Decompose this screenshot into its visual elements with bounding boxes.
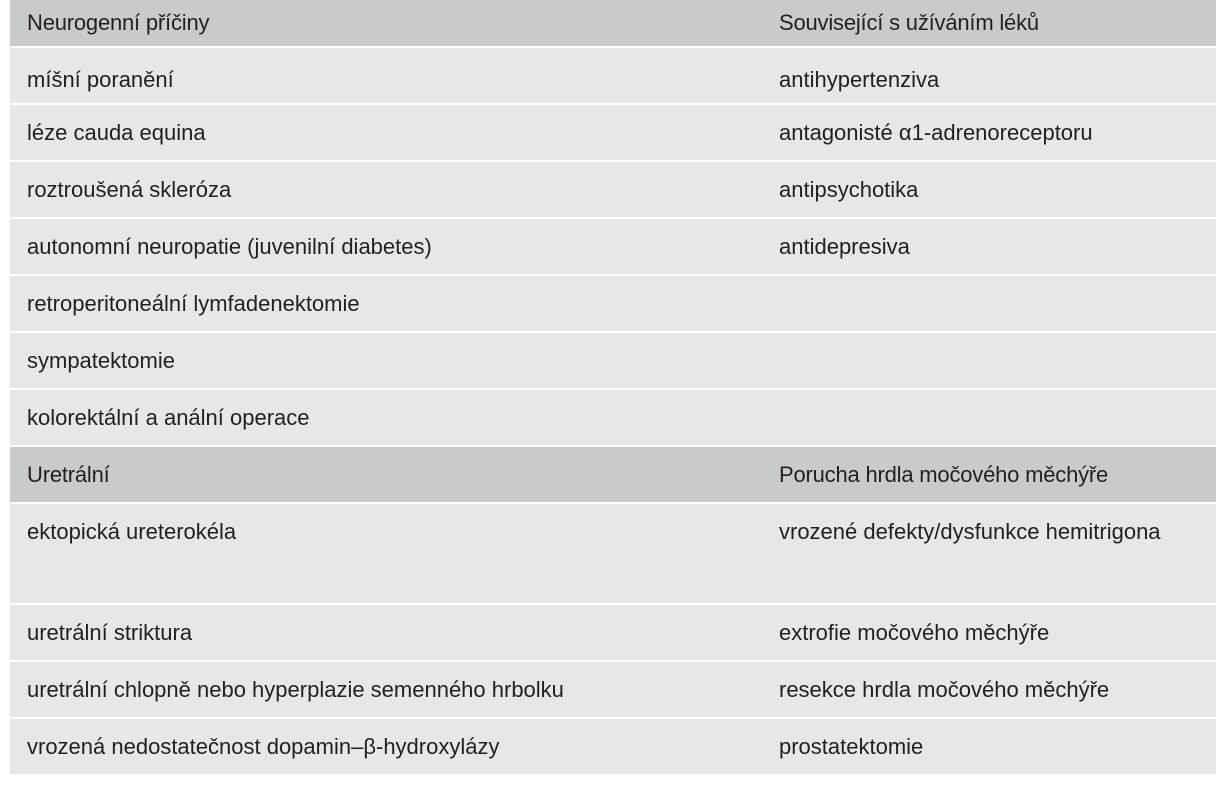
table-row — [10, 504, 1216, 605]
table-row — [10, 662, 1216, 719]
cell-bladder-neck: vrozené defekty/dysfunkce hemitrigona — [779, 519, 1161, 544]
cell-neurogenic: sympatektomie — [27, 348, 175, 373]
cell-drug: antipsychotika — [779, 177, 919, 202]
cell-bladder-neck: prostatektomie — [779, 734, 924, 759]
cell-neurogenic: autonomní neuropatie (juvenilní diabetes) — [27, 234, 432, 259]
cell-neurogenic: retroperitoneální lymfadenektomie — [27, 291, 360, 316]
cell-urethral: ektopická ureterokéla — [27, 519, 237, 544]
table-row — [10, 162, 1216, 219]
header-drug-related: Související s užíváním léků — [779, 10, 1039, 35]
table-row — [10, 390, 1216, 447]
cell-drug: antagonisté α1-adrenoreceptoru — [779, 120, 1093, 145]
cell-bladder-neck: extrofie močového měchýře — [779, 620, 1050, 645]
cell-drug — [764, 333, 1216, 343]
table-row — [10, 219, 1216, 276]
header-neurogenic: Neurogenní příčiny — [27, 10, 210, 35]
cell-drug: antihypertenziva — [779, 67, 940, 92]
table-header-row — [10, 447, 1216, 504]
header-bladder-neck: Porucha hrdla močového měchýře — [779, 462, 1109, 487]
cell-neurogenic: kolorektální a anální operace — [27, 405, 310, 430]
table-row — [10, 48, 1216, 105]
table-row — [10, 276, 1216, 333]
cell-drug — [764, 276, 1216, 286]
cell-neurogenic: roztroušená skleróza — [27, 177, 232, 202]
table-row — [10, 719, 1216, 776]
causes-table — [10, 0, 1216, 776]
cell-urethral: uretrální chlopně nebo hyperplazie semenného hrbolku — [27, 677, 564, 702]
cell-neurogenic: míšní poranění — [27, 67, 174, 92]
cell-drug: antidepresiva — [779, 234, 910, 259]
table-header-row — [10, 0, 1216, 48]
table-row — [10, 605, 1216, 662]
cell-bladder-neck: resekce hrdla močového měchýře — [779, 677, 1110, 702]
table-row — [10, 333, 1216, 390]
header-urethral: Uretrální — [27, 462, 110, 487]
table-row — [10, 105, 1216, 162]
cell-neurogenic: léze cauda equina — [27, 120, 206, 145]
cell-urethral: uretrální striktura — [27, 620, 193, 645]
cell-drug — [764, 390, 1216, 400]
cell-urethral: vrozená nedostatečnost dopamin–β-hydroxylázy — [27, 734, 500, 759]
